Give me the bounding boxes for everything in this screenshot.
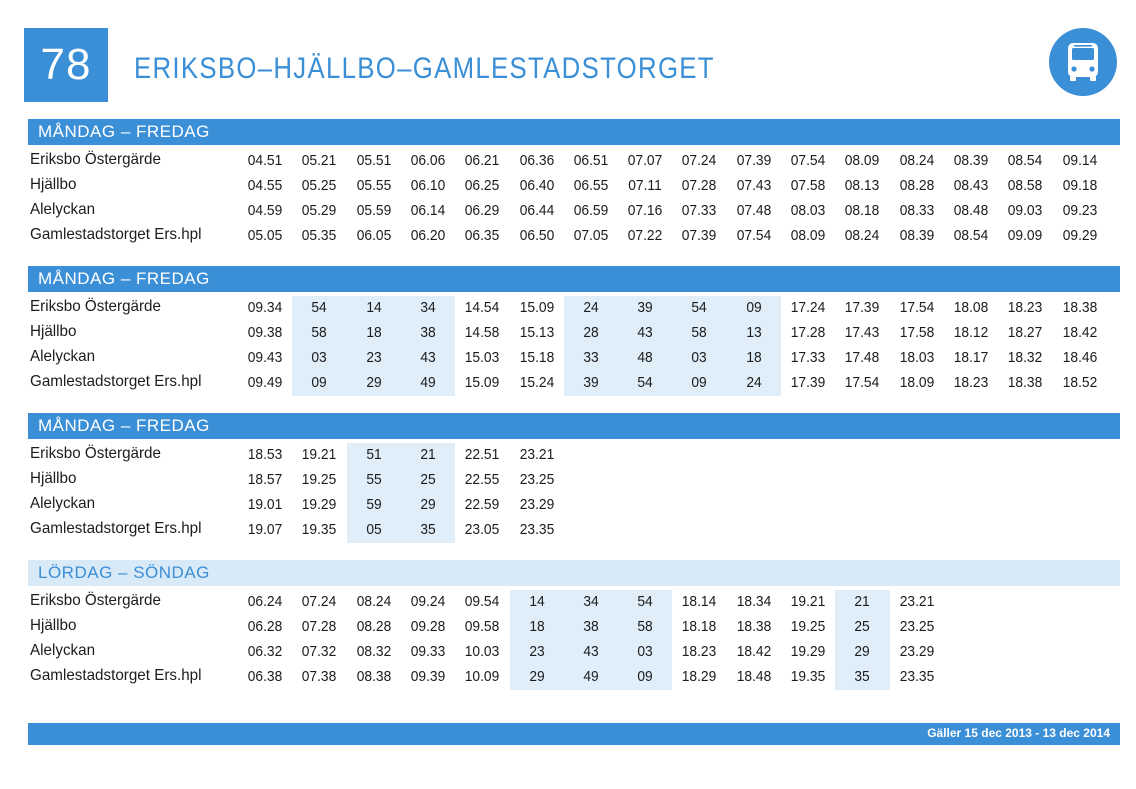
departure-time: 18.12	[953, 324, 989, 341]
departure-time: 09.38	[247, 324, 283, 341]
departure-time: 05.05	[247, 227, 283, 244]
departure-time: 14	[528, 593, 545, 610]
departure-time: 18.38	[736, 618, 771, 635]
departure-time: 05.29	[302, 202, 337, 219]
departure-time: 23.21	[899, 593, 934, 610]
departure-time: 23.29	[899, 643, 934, 660]
departure-time: 09.39	[410, 668, 446, 685]
departure-time: 07.58	[790, 177, 826, 194]
departure-time: 05.35	[302, 227, 337, 244]
day-header: MÅNDAG – FREDAG	[28, 266, 1120, 292]
departure-time: 43	[583, 643, 599, 660]
departure-time: 09	[691, 374, 708, 391]
departure-time: 29	[420, 496, 436, 513]
departure-time: 18.52	[1062, 374, 1097, 391]
departure-time: 19.21	[302, 446, 337, 463]
departure-time: 58	[691, 324, 708, 341]
stop-row	[28, 493, 1120, 518]
departure-time: 07.28	[302, 618, 337, 635]
departure-time: 09.28	[410, 618, 446, 635]
departure-time: 07.24	[682, 152, 717, 169]
departure-time: 15.24	[519, 374, 554, 391]
departure-time: 17.48	[845, 349, 880, 366]
departure-time: 09.34	[247, 299, 283, 316]
departure-time: 07.48	[736, 202, 771, 219]
departure-time: 18.57	[247, 471, 283, 488]
departure-time: 09.49	[247, 374, 283, 391]
departure-time: 23	[528, 643, 545, 660]
departure-time: 06.20	[410, 227, 446, 244]
timetable-section	[28, 266, 1120, 396]
departure-time: 23.21	[519, 446, 554, 463]
stop-row	[28, 665, 1120, 690]
departure-time: 08.54	[953, 227, 989, 244]
departure-time: 19.21	[790, 593, 826, 610]
departure-time: 59	[365, 496, 382, 513]
departure-time: 06.44	[519, 202, 554, 219]
departure-time: 07.24	[302, 593, 337, 610]
stop-row	[28, 346, 1120, 371]
stop-row	[28, 590, 1120, 615]
departure-time: 48	[637, 349, 653, 366]
departure-time: 58	[311, 324, 327, 341]
stop-row	[28, 443, 1120, 468]
departure-time: 06.05	[356, 227, 391, 244]
stop-row	[28, 149, 1120, 174]
stop-name: Gamlestadstorget Ers.hpl	[30, 373, 202, 390]
departure-time: 17.24	[790, 299, 826, 316]
departure-time: 10.09	[464, 668, 500, 685]
departure-time: 18.08	[953, 299, 989, 316]
departure-time: 18.27	[1007, 324, 1043, 341]
route-title: ERIKSBO–HJÄLLBO–GAMLESTADSTORGET	[134, 52, 715, 85]
stop-row	[28, 174, 1120, 199]
departure-time: 54	[637, 593, 653, 610]
departure-time: 38	[420, 324, 436, 341]
departure-time: 18.03	[899, 349, 934, 366]
departure-time: 25	[854, 618, 870, 635]
departure-time: 17.39	[790, 374, 826, 391]
departure-time: 07.32	[302, 643, 337, 660]
departure-time: 07.28	[682, 177, 717, 194]
departure-time: 07.05	[573, 227, 609, 244]
departure-time: 18.09	[899, 374, 934, 391]
departure-time: 43	[420, 349, 436, 366]
departure-time: 19.29	[790, 643, 826, 660]
departure-time: 18.17	[953, 349, 989, 366]
stop-name: Hjällbo	[30, 470, 77, 487]
departure-time: 39	[583, 374, 599, 391]
departure-time: 18	[746, 349, 762, 366]
departure-time: 22.59	[464, 496, 500, 513]
departure-time: 18.46	[1062, 349, 1097, 366]
timetable-section	[28, 413, 1120, 543]
departure-time: 08.32	[356, 643, 391, 660]
departure-time: 19.25	[790, 618, 826, 635]
departure-time: 15.13	[519, 324, 554, 341]
departure-time: 04.51	[247, 152, 283, 169]
stop-name: Eriksbo Östergärde	[30, 298, 161, 315]
departure-time: 18	[528, 618, 545, 635]
departure-time: 06.35	[464, 227, 500, 244]
departure-time: 24	[583, 299, 599, 316]
departure-time: 07.38	[302, 668, 337, 685]
stop-name: Alelyckan	[30, 495, 96, 512]
departure-time: 49	[583, 668, 599, 685]
departure-time: 08.24	[845, 227, 880, 244]
departure-time: 06.29	[464, 202, 500, 219]
departure-time: 07.16	[627, 202, 663, 219]
departure-time: 09	[311, 374, 327, 391]
departure-time: 08.39	[899, 227, 934, 244]
departure-time: 07.54	[736, 227, 771, 244]
departure-time: 19.35	[302, 521, 337, 538]
departure-time: 07.22	[627, 227, 663, 244]
stop-name: Eriksbo Östergärde	[30, 592, 161, 609]
departure-time: 08.13	[845, 177, 880, 194]
departure-time: 21	[420, 446, 436, 463]
departure-time: 18.34	[736, 593, 771, 610]
departure-time: 09.09	[1007, 227, 1043, 244]
departure-time: 14.54	[464, 299, 500, 316]
departure-time: 08.24	[356, 593, 391, 610]
footer-bar	[28, 723, 1120, 745]
departure-time: 07.39	[682, 227, 717, 244]
day-header: LÖRDAG – SÖNDAG	[28, 560, 1120, 586]
departure-time: 18	[365, 324, 382, 341]
departure-time: 17.33	[790, 349, 826, 366]
departure-time: 09.18	[1062, 177, 1097, 194]
departure-time: 58	[637, 618, 653, 635]
departure-time: 29	[528, 668, 545, 685]
departure-time: 18.42	[1062, 324, 1097, 341]
departure-time: 18.18	[682, 618, 717, 635]
departure-time: 35	[854, 668, 870, 685]
departure-time: 08.18	[845, 202, 880, 219]
departure-time: 18.14	[682, 593, 717, 610]
departure-time: 06.25	[464, 177, 500, 194]
departure-time: 08.48	[953, 202, 989, 219]
stop-name: Hjällbo	[30, 617, 77, 634]
departure-time: 18.23	[1007, 299, 1043, 316]
departure-time: 08.58	[1007, 177, 1043, 194]
departure-time: 08.03	[790, 202, 826, 219]
departure-time: 43	[637, 324, 653, 341]
stop-row	[28, 468, 1120, 493]
departure-time: 09.24	[410, 593, 446, 610]
departure-time: 24	[746, 374, 762, 391]
departure-time: 19.07	[247, 521, 283, 538]
departure-time: 23.35	[519, 521, 554, 538]
bus-icon	[1049, 28, 1117, 96]
departure-time: 18.48	[736, 668, 771, 685]
stop-name: Eriksbo Östergärde	[30, 151, 161, 168]
validity-period: Gäller 15 dec 2013 - 13 dec 2014	[927, 726, 1110, 740]
stop-name: Eriksbo Östergärde	[30, 445, 161, 462]
departure-time: 18.23	[682, 643, 717, 660]
stop-name: Alelyckan	[30, 348, 96, 365]
departure-time: 08.09	[790, 227, 826, 244]
timetable-rows	[28, 296, 1120, 396]
departure-time: 05.21	[302, 152, 337, 169]
departure-time: 09.03	[1007, 202, 1043, 219]
departure-time: 06.28	[247, 618, 283, 635]
stop-name: Gamlestadstorget Ers.hpl	[30, 520, 202, 537]
timetable-section	[28, 560, 1120, 690]
departure-time: 06.32	[247, 643, 283, 660]
departure-time: 29	[365, 374, 382, 391]
departure-time: 22.51	[464, 446, 500, 463]
departure-time: 21	[854, 593, 870, 610]
departure-time: 03	[691, 349, 708, 366]
stop-name: Gamlestadstorget Ers.hpl	[30, 667, 202, 684]
departure-time: 07.54	[790, 152, 826, 169]
departure-time: 08.09	[845, 152, 880, 169]
stop-row	[28, 615, 1120, 640]
departure-time: 17.54	[899, 299, 934, 316]
departure-time: 23.25	[899, 618, 934, 635]
departure-time: 09	[637, 668, 653, 685]
departure-time: 51	[365, 446, 382, 463]
departure-time: 34	[583, 593, 599, 610]
departure-time: 06.38	[247, 668, 283, 685]
departure-time: 06.24	[247, 593, 283, 610]
stop-row	[28, 518, 1120, 543]
departure-time: 05	[365, 521, 382, 538]
stop-name: Alelyckan	[30, 201, 96, 218]
departure-time: 49	[420, 374, 436, 391]
departure-time: 03	[311, 349, 327, 366]
departure-time: 15.09	[519, 299, 554, 316]
timetable-rows	[28, 443, 1120, 543]
departure-time: 22.55	[464, 471, 500, 488]
stop-name: Alelyckan	[30, 642, 96, 659]
departure-time: 19.35	[790, 668, 826, 685]
departure-time: 06.55	[573, 177, 609, 194]
departure-time: 06.14	[410, 202, 446, 219]
departure-time: 09.33	[410, 643, 446, 660]
departure-time: 18.38	[1007, 374, 1043, 391]
departure-time: 25	[420, 471, 436, 488]
departure-time: 08.28	[356, 618, 391, 635]
departure-time: 54	[311, 299, 327, 316]
departure-time: 23.25	[519, 471, 554, 488]
departure-time: 06.21	[464, 152, 500, 169]
departure-time: 15.18	[519, 349, 554, 366]
stop-name: Gamlestadstorget Ers.hpl	[30, 226, 202, 243]
departure-time: 09.14	[1062, 152, 1097, 169]
timetable-rows	[28, 590, 1120, 690]
departure-time: 23.35	[899, 668, 934, 685]
stop-row	[28, 321, 1120, 346]
departure-time: 07.43	[736, 177, 771, 194]
departure-time: 18.42	[736, 643, 771, 660]
departure-time: 05.55	[356, 177, 391, 194]
departure-time: 04.59	[247, 202, 283, 219]
departure-time: 15.09	[464, 374, 500, 391]
departure-time: 19.01	[247, 496, 283, 513]
departure-time: 18.38	[1062, 299, 1097, 316]
stop-row	[28, 371, 1120, 396]
departure-time: 06.59	[573, 202, 609, 219]
departure-time: 06.50	[519, 227, 554, 244]
departure-time: 23	[365, 349, 382, 366]
departure-time: 04.55	[247, 177, 283, 194]
departure-time: 14	[365, 299, 382, 316]
departure-time: 06.51	[573, 152, 609, 169]
stop-row	[28, 224, 1120, 249]
day-header: MÅNDAG – FREDAG	[28, 413, 1120, 439]
departure-time: 07.11	[628, 177, 662, 194]
departure-time: 55	[365, 471, 382, 488]
stop-row	[28, 296, 1120, 321]
departure-time: 08.39	[953, 152, 989, 169]
departure-time: 18.32	[1007, 349, 1043, 366]
departure-time: 17.58	[899, 324, 934, 341]
departure-time: 19.25	[302, 471, 337, 488]
stop-row	[28, 199, 1120, 224]
departure-time: 05.59	[356, 202, 391, 219]
stop-row	[28, 640, 1120, 665]
departure-time: 08.38	[356, 668, 391, 685]
departure-time: 33	[583, 349, 599, 366]
departure-time: 06.10	[410, 177, 446, 194]
departure-time: 08.28	[899, 177, 934, 194]
departure-time: 06.06	[410, 152, 446, 169]
departure-time: 07.39	[736, 152, 771, 169]
departure-time: 09.29	[1062, 227, 1097, 244]
departure-time: 08.33	[899, 202, 934, 219]
departure-time: 17.39	[845, 299, 880, 316]
departure-time: 23.05	[464, 521, 500, 538]
departure-time: 18.53	[247, 446, 283, 463]
departure-time: 05.25	[302, 177, 337, 194]
departure-time: 19.29	[302, 496, 337, 513]
departure-time: 10.03	[464, 643, 500, 660]
departure-time: 09.43	[247, 349, 283, 366]
departure-time: 09.54	[464, 593, 500, 610]
departure-time: 35	[420, 521, 436, 538]
departure-time: 08.54	[1007, 152, 1043, 169]
departure-time: 28	[583, 324, 599, 341]
departure-time: 39	[637, 299, 653, 316]
timetable-section	[28, 119, 1120, 249]
timetable-rows	[28, 149, 1120, 249]
stop-name: Hjällbo	[30, 176, 77, 193]
departure-time: 08.24	[899, 152, 934, 169]
departure-time: 06.36	[519, 152, 554, 169]
departure-time: 08.43	[953, 177, 989, 194]
departure-time: 09	[746, 299, 762, 316]
departure-time: 07.07	[627, 152, 663, 169]
departure-time: 05.51	[356, 152, 391, 169]
departure-time: 07.33	[682, 202, 717, 219]
departure-time: 14.58	[464, 324, 500, 341]
route-number: 78	[24, 28, 108, 102]
departure-time: 18.29	[682, 668, 717, 685]
departure-time: 38	[583, 618, 599, 635]
departure-time: 15.03	[464, 349, 500, 366]
departure-time: 09.23	[1062, 202, 1097, 219]
departure-time: 18.23	[953, 374, 989, 391]
departure-time: 54	[637, 374, 653, 391]
departure-time: 09.58	[464, 618, 500, 635]
departure-time: 17.43	[845, 324, 880, 341]
departure-time: 29	[854, 643, 870, 660]
departure-time: 54	[691, 299, 708, 316]
departure-time: 06.40	[519, 177, 554, 194]
departure-time: 17.28	[790, 324, 826, 341]
departure-time: 17.54	[845, 374, 880, 391]
departure-time: 23.29	[519, 496, 554, 513]
day-header: MÅNDAG – FREDAG	[28, 119, 1120, 145]
departure-time: 03	[637, 643, 653, 660]
stop-name: Hjällbo	[30, 323, 77, 340]
departure-time: 13	[746, 324, 762, 341]
departure-time: 34	[420, 299, 436, 316]
